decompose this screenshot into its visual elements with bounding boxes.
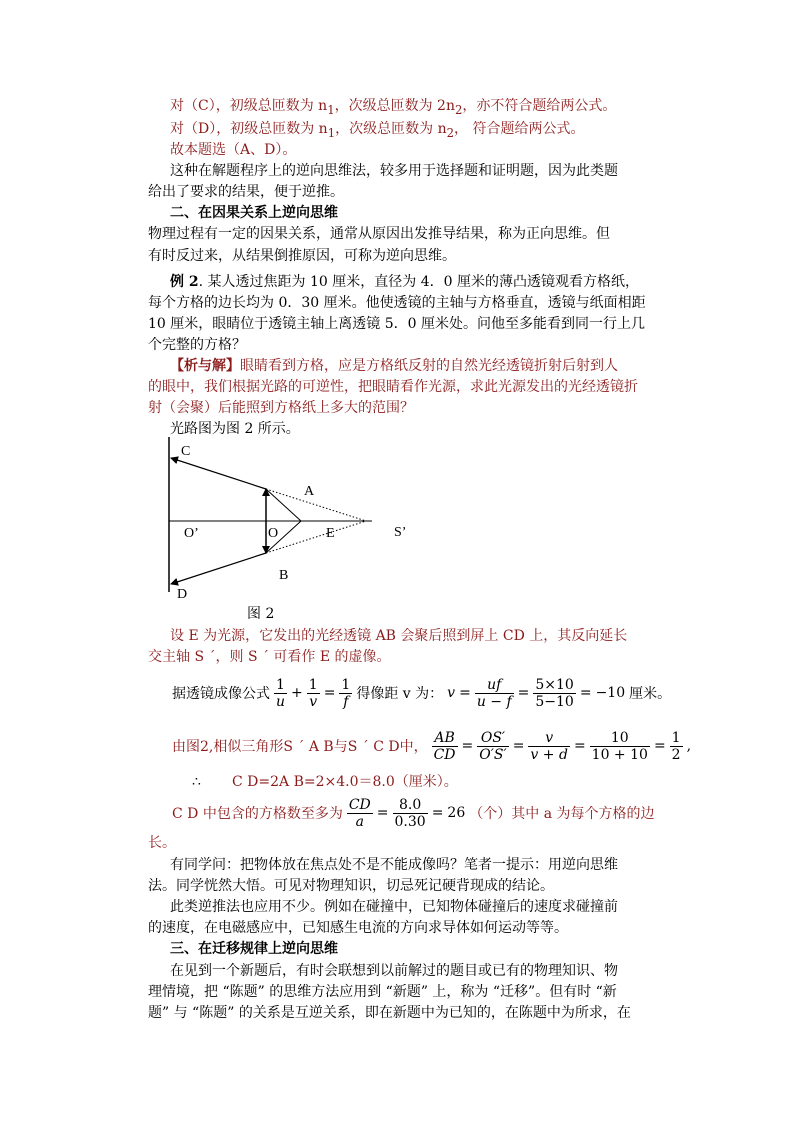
paragraph-line: 物理过程有一定的因果关系，通常从原因出发推导结果，称为正向思维。但 (148, 226, 610, 242)
label-o-prime: O’ (184, 526, 199, 541)
cd-result-line: C D=2A B=2×4.0＝8.0（厘米）。 (232, 774, 458, 790)
dotted-ray-upper (266, 489, 366, 521)
fraction: $\frac{10}{10 + 10}$ (591, 729, 648, 763)
fraction: $\frac{OS'}{O'S'}$ (479, 729, 507, 763)
derivation-line: 设 E 为光源，它发出的光经透镜 AB 会聚后照到屏上 CD 上，其反向延长 (170, 628, 628, 644)
label-c: C (181, 444, 191, 459)
example-line: 10 厘米，眼睛位于透镜主轴上离透镜 5．0 厘米处。问他至多能看到同一行上几 (148, 316, 645, 332)
label-e: E (326, 526, 335, 541)
similar-triangles-line: 由图2,相似三角形S ´ A B与S ´ C D中， $\frac{AB}{CD}$ = $\frac{OS'}{O'S'}$ = $\frac{v}{v + d}$ = $\frac{10}{10 + 10}$ = $\frac{1}{2}$ , (172, 729, 692, 763)
label-b: B (279, 568, 289, 583)
section-heading: 三、在迁移规律上逆向思维 (170, 941, 338, 957)
example-label: 例 2 (170, 274, 199, 290)
diagram-intro: 光路图为图 2 所示。 (170, 421, 300, 437)
figure-caption: 图 2 (247, 606, 275, 622)
fraction: $\frac{1}{f}$ (341, 676, 351, 710)
fraction: $\frac{v}{v + d}$ (530, 729, 568, 763)
paragraph-line: 的速度，在电磁感应中，已知感生电流的方向求导体如何运动等等。 (148, 920, 568, 936)
paragraph-line: 此类逆推法也应用不少。例如在碰撞中，已知物体碰撞后的速度求碰撞前 (170, 899, 618, 915)
example-line: 个完整的方格？ (148, 337, 246, 353)
fraction: $\frac{uf}{u - f}$ (476, 676, 512, 710)
analysis-line: 射（会聚）后能照到方格纸上多大的范围？ (148, 400, 414, 416)
fraction: $\frac{AB}{CD}$ (433, 729, 456, 763)
paragraph-line: 法。同学恍然大悟。可见对物理知识，切忌死记硬背现成的结论。 (148, 878, 554, 894)
ray-to-c (171, 458, 266, 489)
label-a: A (304, 484, 315, 499)
option-c-line: 对（C），初级总匝数为 $n_1$，次级总匝数为 $2n_2$，亦不符合题给两公式。 (170, 98, 617, 117)
example-line: 例 2. 某人透过焦距为 10 厘米，直径为 4．0 厘米的薄凸透镜观看方格纸， (170, 274, 639, 290)
fraction: $\frac{1}{v}$ (308, 676, 318, 710)
lens-formula-line: 据透镜成像公式 $\frac{1}{u}$ + $\frac{1}{v}$ = $\frac{1}{f}$ 得像距 v 为： v = $\frac{uf}{u - f}$ = $\frac{5\times 10}{5-10}$ = −10 厘米。 (172, 676, 672, 710)
dotted-ray-lower (266, 521, 366, 553)
paragraph-line: 题” 与 “陈题” 的关系是互逆关系，即在新题中为已知的，在陈题中为所求，在 (148, 1005, 631, 1021)
fraction: $\frac{1}{u}$ (276, 676, 286, 710)
paragraph-line: 有同学问：把物体放在焦点处不是不能成像吗？笔者一提示：用逆向思维 (170, 857, 618, 873)
fraction: $\frac{5\times 10}{5-10}$ (535, 676, 574, 710)
derivation-line: 交主轴 S ´，则 S ´ 可看作 E 的虚像。 (148, 649, 391, 665)
option-d-line: 对（D），初级总匝数为 $n_1$，次级总匝数为 $n_2$， 符合题给两公式。 (170, 121, 585, 140)
analysis-tag: 【析与解】 (170, 358, 240, 374)
answer-line: 故本题选（A、D）。 (170, 142, 297, 158)
analysis-line: 【析与解】眼睛看到方格，应是方格纸反射的自然光经透镜折射后射到人 (170, 358, 618, 374)
section-heading: 二、在因果关系上逆向思维 (170, 205, 338, 221)
fraction: $\frac{8.0}{0.30}$ (394, 796, 426, 830)
label-s-prime: S’ (394, 525, 407, 540)
paragraph-line: 给出了要求的结果，便于逆推。 (148, 184, 344, 200)
square-count-line: C D 中包含的方格数至多为 $\frac{CD}{a}$ = $\frac{8.0}{0.30}$ = 26 （个）其中 a 为每个方格的边 (172, 796, 655, 830)
paragraph-line: 有时反过来，从结果倒推原因，可称为逆向思维。 (148, 248, 456, 264)
paragraph-line: 这种在解题程序上的逆向思维法，较多用于选择题和证明题，因为此类题 (170, 163, 618, 179)
paragraph-line: 在见到一个新题后，有时会联想到以前解过的题目或已有的物理知识、物 (170, 963, 618, 979)
label-o: O (268, 526, 279, 541)
therefore-symbol: ∴ (192, 774, 201, 790)
count-tail-line: 长。 (148, 835, 176, 851)
fraction: $\frac{CD}{a}$ (348, 796, 371, 830)
paragraph-line: 理情境，把 “陈题” 的思维方法应用到 “新题” 上，称为 “迁移”。但有时 “新 (148, 984, 617, 1000)
fraction: $\frac{1}{2}$ (671, 729, 681, 763)
label-d: D (177, 587, 188, 602)
ray-to-d (171, 553, 266, 584)
analysis-line: 的眼中，我们根据光路的可逆性，把眼睛看作光源，求此光源发出的光经透镜折 (148, 379, 638, 395)
example-line: 每个方格的边长均为 0．30 厘米。他使透镜的主轴与方格垂直，透镜与纸面相距 (148, 295, 646, 311)
